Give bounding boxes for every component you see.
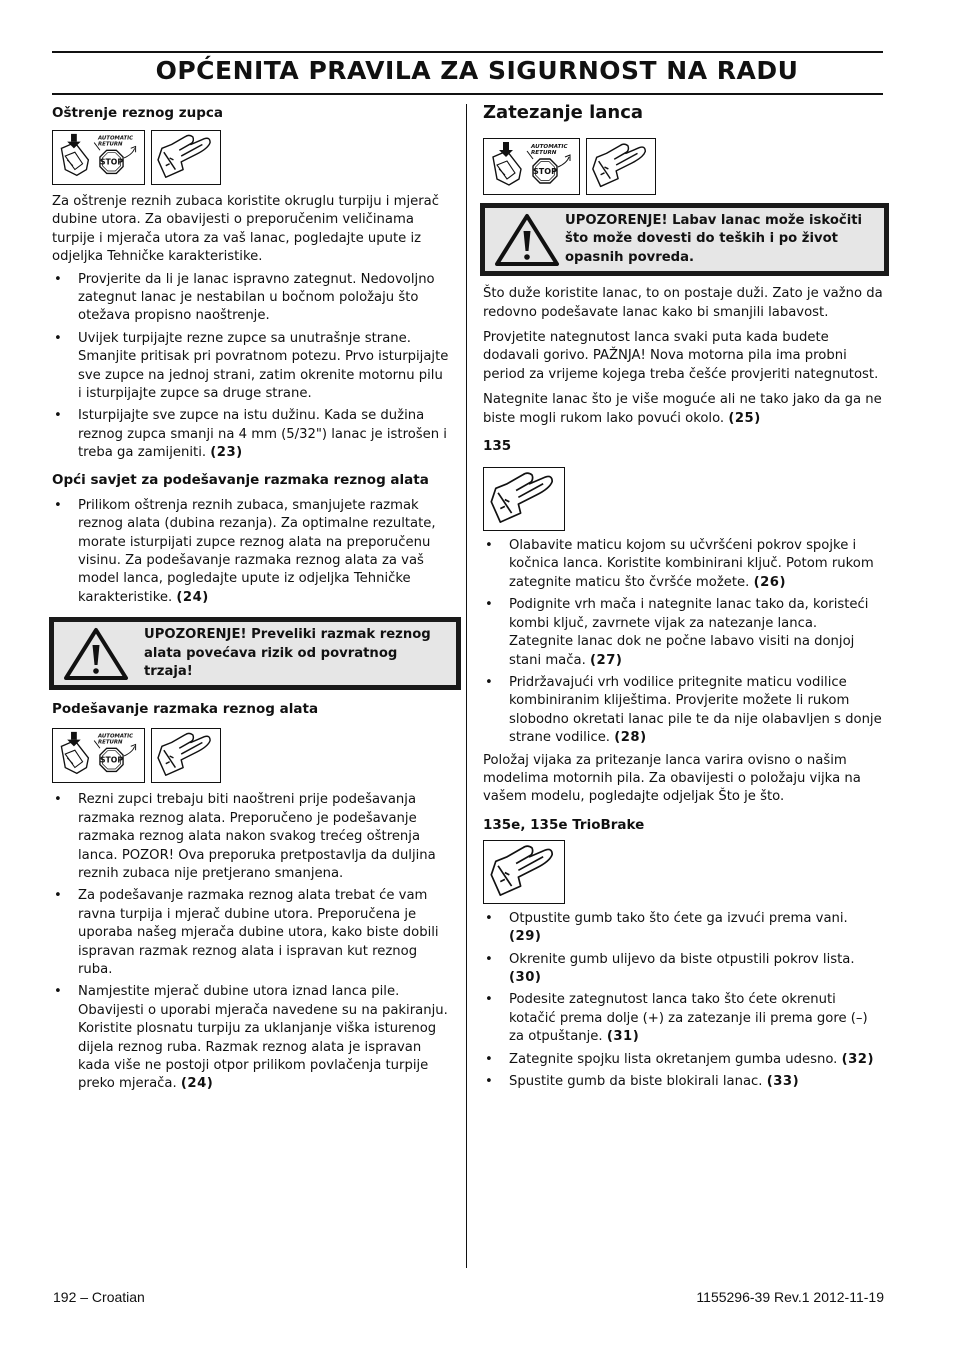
- paragraph: Provjetite nategnutost lanca svaki puta kada budete dodavali gorivo. PAŽNJA! Nova motorna pila ima probni period za vrijeme kojega treba češće provjeriti nategnutost.: [483, 330, 879, 382]
- figure-ref: (28): [614, 730, 647, 746]
- figure-ref: (25): [728, 410, 761, 426]
- list-item-text: Za podešavanje razmaka reznog alata trebat će vam ravna turpija i mjerač dubine utora. Preporučena je uporaba našeg mjerača dubine utora, kako biste dobili ispravan razmak reznog alata i ispravan kut reznog ruba.: [78, 888, 439, 977]
- warning-triangle-icon: [62, 627, 130, 681]
- list-item: [52, 271, 450, 326]
- sharpening-list: [52, 271, 450, 463]
- model-heading-135e: 135e, 135e TrioBrake: [483, 816, 645, 833]
- warning-panel: [485, 208, 884, 271]
- chain-brake-icon: [52, 728, 145, 783]
- icon-row: [52, 130, 450, 185]
- figure-ref: (24): [176, 589, 209, 605]
- list-item: [483, 596, 883, 670]
- protective-glove-icon: [151, 130, 221, 185]
- list-item: [483, 1051, 883, 1069]
- footer-page-number: 192 – Croatian: [53, 1289, 145, 1305]
- icon-row: [483, 840, 883, 904]
- section-heading-raker-advice: Opći savjet za podešavanje razmaka reznog alata: [52, 471, 429, 488]
- list-item-text: Provjerite da li je lanac ispravno zategnut. Nedovoljno zategnut lanac je nestabilan u bočnom položaju što otežava propisno naoštrenje.: [78, 271, 435, 324]
- raker-advice-list: [52, 497, 450, 607]
- list-item: [483, 991, 883, 1046]
- section-heading-sharpening: Oštrenje reznog zupca: [52, 105, 224, 121]
- paragraph: Položaj vijaka za pritezanje lanca varira ovisno o našim modelima motornih pila. Za obavijesti o položaju vijka na vašem modelu, pogledajte odjeljak Što je što.: [483, 752, 861, 805]
- right-column: [483, 100, 883, 1095]
- list-item: [52, 983, 450, 1093]
- protective-glove-icon: [586, 138, 656, 195]
- list-item: [52, 330, 450, 404]
- warning-box: [49, 617, 461, 690]
- list-item-text: Podesite zategnutost lanca tako što ćete okrenuti kotačić prema dolje (+) za zatezanje ili prema gore (–) za otpuštanje.: [509, 992, 868, 1045]
- top-rule: [52, 51, 883, 53]
- icon-row: [52, 728, 450, 783]
- model-135-list: [483, 537, 883, 747]
- protective-glove-icon: [151, 728, 221, 783]
- paragraph: Što duže koristite lanac, to on postaje duži. Zato je važno da redovno podešavate lanac kako bi smanjili labavost.: [483, 286, 883, 320]
- list-item: [52, 791, 450, 883]
- list-item-text: Prilikom oštrenja reznih zubaca, smanjujete razmak reznog alata (dubina rezanja). Za optimalne rezultate, morate isturpijati zupce reznog alata na preporučenu visinu. Za podešavanje razmaka reznog alata za vaš model lanca, pogledajte upute iz odjeljka Tehničke karakteristike.: [78, 497, 436, 605]
- list-item-text: Pridržavajući vrh vodilice pritegnite maticu vodilice kombiniranim kliještima. Provjerite možete li rukom slobodno okretati lanac pile te da nije olabavljen s donje strane vodilice.: [509, 674, 882, 746]
- figure-ref: (24): [180, 1076, 214, 1092]
- warning-panel: [54, 622, 456, 685]
- list-item: [483, 674, 883, 748]
- list-item-text: Isturpijajte sve zupce na istu dužinu. Kada se dužina reznog zupca smanji na 4 mm (5/32") lanac je istrošen i treba ga zamijeniti.: [78, 408, 447, 461]
- page-title: OPĆENITA PRAVILA ZA SIGURNOST NA RADU: [155, 56, 799, 85]
- sharpening-intro: Za oštrenje reznih zubaca koristite okruglu turpiju i mjerač dubine utora. Za obavijesti o preporučenim veličinama turpije i mjerača utora za vaš lanac, pogledajte upute iz odjeljka Tehničke karakteristike.: [52, 194, 439, 265]
- list-item: [52, 887, 450, 979]
- warning-triangle-icon: [493, 213, 561, 267]
- list-item-text: Olabavite maticu kojom su učvršćeni pokrov spojke i kočnica lanca. Koristite kombinirani ključ. Potom rukom zategnite maticu što čvršće možete.: [509, 538, 874, 590]
- figure-ref: (23): [210, 445, 243, 461]
- section-heading-raker-setting: Podešavanje razmaka reznog alata: [52, 701, 319, 718]
- paragraph: [483, 391, 883, 428]
- list-item-text: Namjestite mjerač dubine utora iznad lanca pile. Obavijesti o uporabi mjerača navedene su na pakiranju. Koristite plosnatu turpiju za uklanjanje viška isturenog dijela reznog ruba. Razmak reznog alata je ispravan kada više ne postoji otpor prilikom povlačenja turpije preko mjerača.: [78, 984, 448, 1092]
- figure-ref: (27): [590, 652, 623, 668]
- warning-text: UPOZORENJE! Labav lanac može iskočiti što može dovesti do teških i po život opasnih povreda.: [565, 213, 863, 265]
- list-item: [52, 497, 450, 607]
- raker-setting-list: [52, 791, 450, 1094]
- section-heading-chain-tension: Zatezanje lanca: [483, 102, 644, 123]
- list-item-text: Podignite vrh mača i nategnite lanac tako da, koristeći kombi ključ, zavrnete vijak za natezanje lanca. Zategnite lanac dok ne počne labavo visiti na donjoj stani mača.: [509, 597, 869, 668]
- icon-row: [483, 138, 883, 195]
- list-item-text: Zategnite spojku lista okretanjem gumba udesno.: [509, 1051, 838, 1067]
- left-column: [52, 100, 450, 1098]
- figure-ref: (32): [841, 1051, 874, 1067]
- paragraph-text: Nategnite lanac što je više moguće ali ne tako jako da ga ne biste mogli rukom lako povući okolo.: [483, 392, 882, 426]
- figure-ref: (26): [753, 574, 786, 590]
- list-item-text: Rezni zupci trebaju biti naoštreni prije podešavanja razmaka reznog alata. Preporučeno je podešavanje razmaka reznog alata nakon svakog trećeg oštrenja lanca. POZOR! Ova preporuka pretpostavlja da duljina reznih zubaca nije pretjerano smanjena.: [78, 792, 436, 881]
- protective-glove-icon: [483, 840, 565, 904]
- figure-ref: (30): [509, 969, 542, 985]
- protective-glove-icon: [483, 467, 565, 531]
- list-item-text: Otpustite gumb tako što ćete ga izvući prema vani.: [509, 910, 848, 926]
- list-item: [483, 910, 883, 947]
- figure-ref: (31): [606, 1029, 640, 1045]
- model-heading-135: 135: [483, 438, 512, 455]
- footer-document-id: 1155296-39 Rev.1 2012-11-19: [696, 1289, 884, 1305]
- chain-brake-icon: [483, 138, 580, 195]
- figure-ref: (29): [509, 929, 542, 945]
- column-divider: [466, 104, 467, 1268]
- title-rule: [52, 93, 883, 95]
- warning-box: [480, 203, 889, 276]
- list-item: [52, 407, 450, 462]
- list-item: [483, 1073, 883, 1091]
- list-item: [483, 951, 883, 988]
- list-item-text: Okrenite gumb ulijevo da biste otpustili pokrov lista.: [509, 951, 855, 967]
- list-item: [483, 537, 883, 592]
- figure-ref: (33): [766, 1074, 800, 1089]
- model-135e-list: [483, 910, 883, 1092]
- warning-text: UPOZORENJE! Preveliki razmak reznog alata povećava rizik od povratnog trzaja!: [144, 627, 431, 679]
- list-item-text: Uvijek turpijajte rezne zupce sa unutrašnje strane. Smanjite pritisak pri povratnom potezu. Prvo isturpijajte sve zupce na jednoj strani, zatim okrenite motornu pilu i isturpijajte zupce sa druge strane.: [78, 330, 449, 402]
- chain-brake-icon: [52, 130, 145, 185]
- list-item-text: Spustite gumb da biste blokirali lanac.: [509, 1074, 763, 1089]
- icon-row: [483, 467, 883, 531]
